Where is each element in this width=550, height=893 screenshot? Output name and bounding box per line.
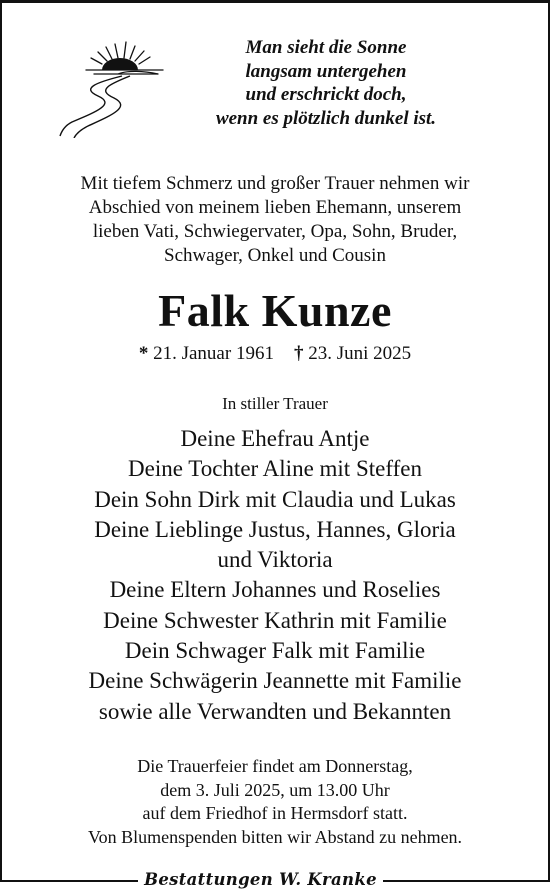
service-line: Die Trauerfeier findet am Donnerstag, xyxy=(137,756,413,776)
border-top xyxy=(0,0,550,3)
sunset-road-icon xyxy=(58,30,186,138)
deceased-name: Falk Kunze xyxy=(158,285,392,336)
mourner-line: und Viktoria xyxy=(217,547,333,573)
undertaker-name: Bestattungen W. Kranke xyxy=(144,870,377,889)
intro-text xyxy=(0,172,550,268)
intro-line: Abschied von meinem lieben Ehemann, unserem xyxy=(88,197,462,218)
funeral-service-info xyxy=(0,755,550,849)
poem-line: Man sieht die Sonne xyxy=(245,37,407,58)
poem-line: langsam untergehen xyxy=(245,60,407,82)
intro-line: Mit tiefem Schmerz und großer Trauer nehmen wir xyxy=(80,173,470,194)
border-bottom-right xyxy=(383,880,550,882)
birth-symbol: * xyxy=(138,343,149,364)
mourner-line: Deine Schwägerin Jeannette mit Familie xyxy=(88,668,462,694)
poem xyxy=(186,36,466,130)
border-bottom-left xyxy=(0,880,138,882)
service-line: Von Blumenspenden bitten wir Abstand zu nehmen. xyxy=(87,826,463,847)
mourning-heading: In stiller Trauer xyxy=(222,394,328,413)
mourners-list xyxy=(0,424,550,727)
intro-line: lieben Vati, Schwiegervater, Opa, Sohn, Bruder, xyxy=(92,221,458,242)
death-symbol: † xyxy=(293,343,304,364)
death-date: 23. Juni 2025 xyxy=(308,343,412,364)
service-line: auf dem Friedhof in Hermsdorf statt. xyxy=(142,803,408,823)
mourner-line: sowie alle Verwandten und Bekannten xyxy=(98,698,452,724)
mourner-line: Deine Schwester Kathrin mit Familie xyxy=(103,607,447,633)
birth-date: 21. Januar 1961 xyxy=(153,343,274,364)
mourner-line: Dein Schwager Falk mit Familie xyxy=(124,638,426,664)
life-dates xyxy=(0,342,550,366)
poem-line: und erschrickt doch, xyxy=(245,84,407,105)
mourner-line: Dein Sohn Dirk mit Claudia und Lukas xyxy=(94,486,456,512)
intro-line: Schwager, Onkel und Cousin xyxy=(164,245,386,266)
mourner-line: Deine Lieblinge Justus, Hannes, Gloria xyxy=(94,516,456,542)
poem-line: wenn es plötzlich dunkel ist. xyxy=(215,107,437,129)
mourner-line: Deine Tochter Aline mit Steffen xyxy=(128,456,422,482)
service-line: dem 3. Juli 2025, um 13.00 Uhr xyxy=(160,779,390,800)
mourner-line: Deine Eltern Johannes und Roselies xyxy=(109,577,441,603)
mourner-line: Deine Ehefrau Antje xyxy=(180,426,370,451)
